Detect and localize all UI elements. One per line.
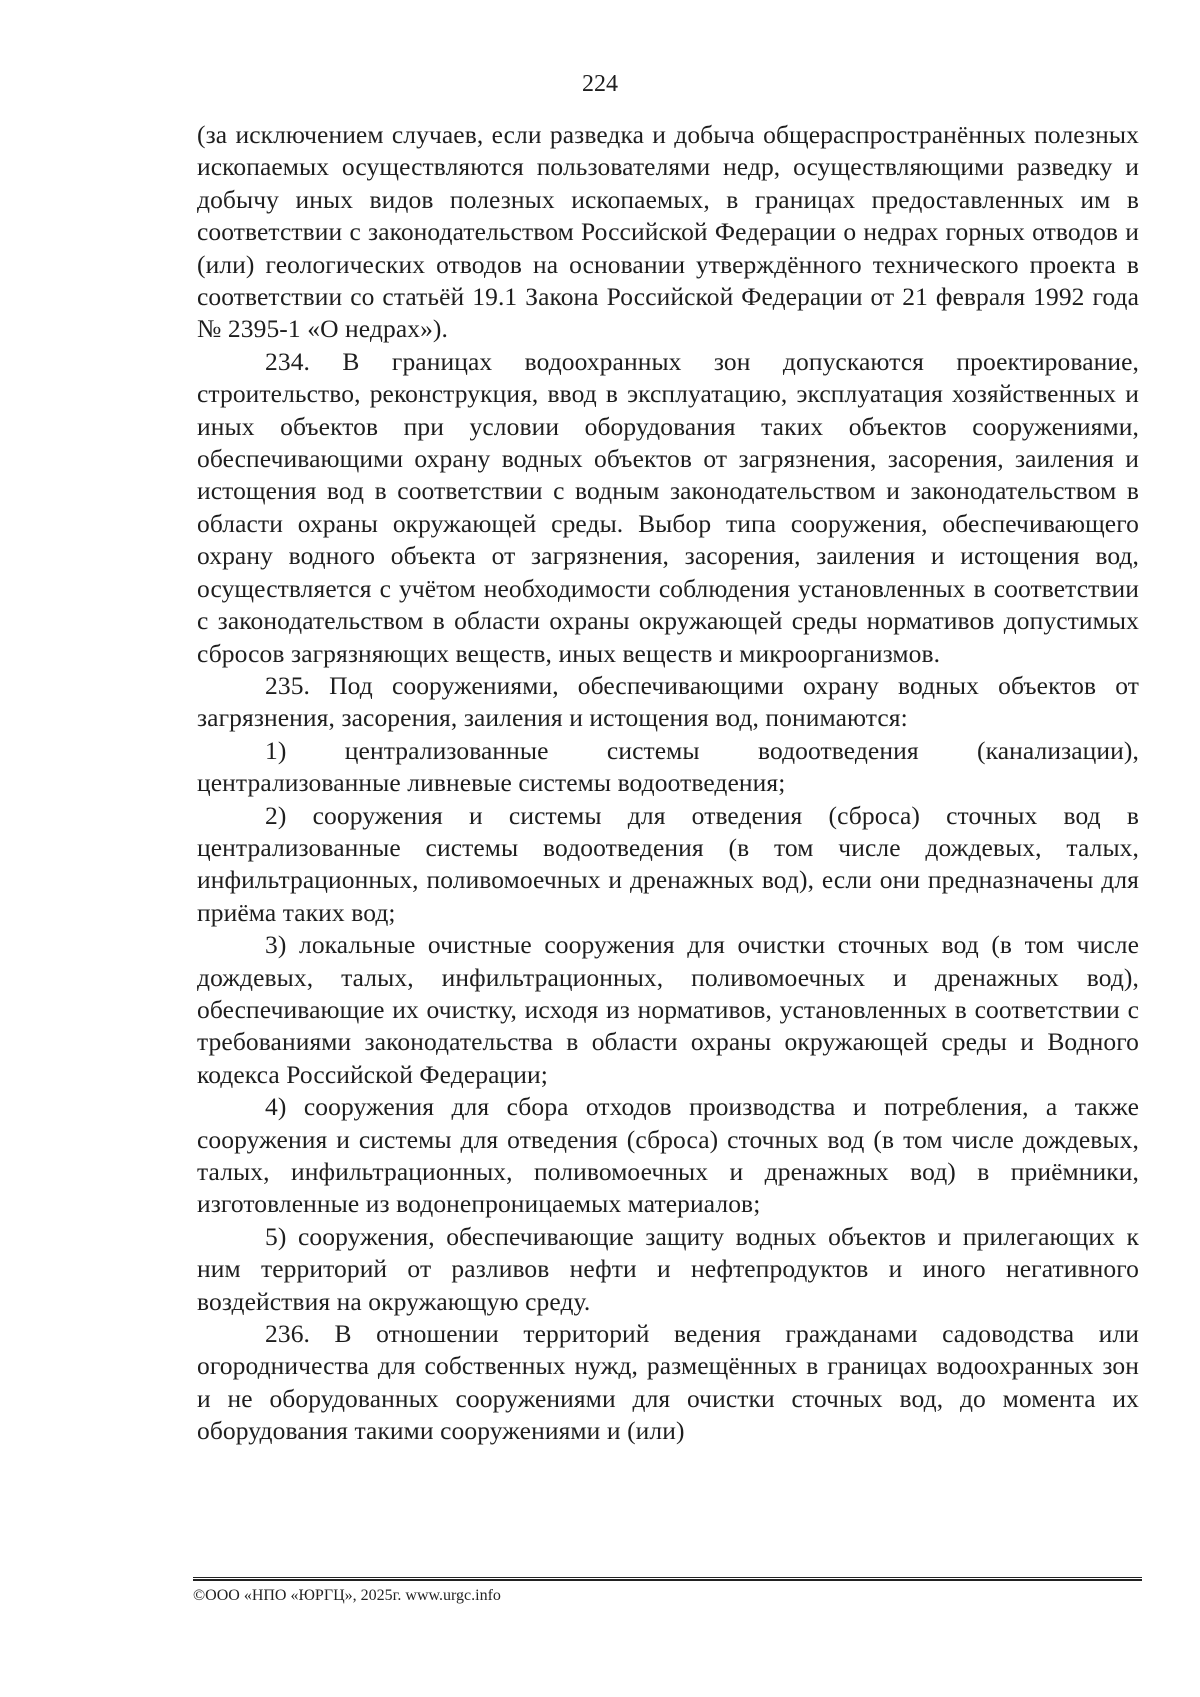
footer-divider: [193, 1577, 1142, 1581]
list-item-1: 1) централизованные системы водоотведения (канализации), централизованные ливневые системы водоотведения;: [197, 735, 1139, 798]
document-body: [197, 119, 1139, 1448]
list-item-5: 5) сооружения, обеспечивающие защиту водных объектов и прилегающих к ним территорий от разливов нефти и нефтепродуктов и иного негативного воздействия на окружающую среду.: [197, 1221, 1139, 1316]
list-item-4: 4) сооружения для сбора отходов производства и потребления, а также сооружения и системы для отведения (сброса) сточных вод (в том числе дождевых, талых, инфильтрационных, поливомоечных и дренажных вод) в приёмники, изготовленные из водонепроницаемых материалов;: [197, 1092, 1139, 1219]
page-number: 224: [582, 71, 618, 97]
paragraph-235: 235. Под сооружениями, обеспечивающими охрану водных объектов от загрязнения, засорения, заиления и истощения вод, понимаются:: [197, 670, 1139, 733]
list-item-3: 3) локальные очистные сооружения для очистки сточных вод (в том числе дождевых, талых, инфильтрационных, поливомоечных и дренажных вод), обеспечивающие их очистку, исходя из нормативов, установленных в соответствии с требованиями законодательства в области охраны окружающей среды и Водного кодекса Российской Федерации;: [197, 930, 1139, 1089]
footer-copyright: ©ООО «НПО «ЮРГЦ», 2025г. www.urgc.info: [193, 1587, 501, 1604]
list-item-2: 2) сооружения и системы для отведения (сброса) сточных вод в централизованные системы водоотведения (в том числе дождевых, талых, инфильтрационных, поливомоечных и дренажных вод), если они предназначены для приёма таких вод;: [197, 800, 1139, 927]
paragraph-236: 236. В отношении территорий ведения гражданами садоводства или огородничества для собственных нужд, размещённых в границах водоохранных зон и не оборудованных сооружениями для очистки сточных вод, до момента их оборудования такими сооружениями и (или): [197, 1319, 1139, 1446]
paragraph-234: 234. В границах водоохранных зон допускаются проектирование, строительство, реконструкция, ввод в эксплуатацию, эксплуатация хозяйственных и иных объектов при условии оборудования таких объектов сооружениями, обеспечивающими охрану водных объектов от загрязнения, засорения, заиления и истощения вод в соответствии с водным законодательством и законодательством в области охраны окружающей среды. Выбор типа сооружения, обеспечивающего охрану водного объекта от загрязнения, засорения, заиления и истощения вод, осуществляется с учётом необходимости соблюдения установленных в соответствии с законодательством в области охраны окружающей среды нормативов допустимых сбросов загрязняющих веществ, иных веществ и микроорганизмов.: [197, 346, 1139, 668]
paragraph-continuation: (за исключением случаев, если разведка и добыча общераспространённых полезных ископаемых осуществляются пользователями недр, осуществляющими разведку и добычу иных видов полезных ископаемых, в границах предоставленных им в соответствии с законодательством Российской Федерации о недрах горных отводов и (или) геологических отводов на основании утверждённого технического проекта в соответствии со статьёй 19.1 Закона Российской Федерации от 21 февраля 1992 года № 2395-1 «О недрах»).: [197, 120, 1139, 344]
